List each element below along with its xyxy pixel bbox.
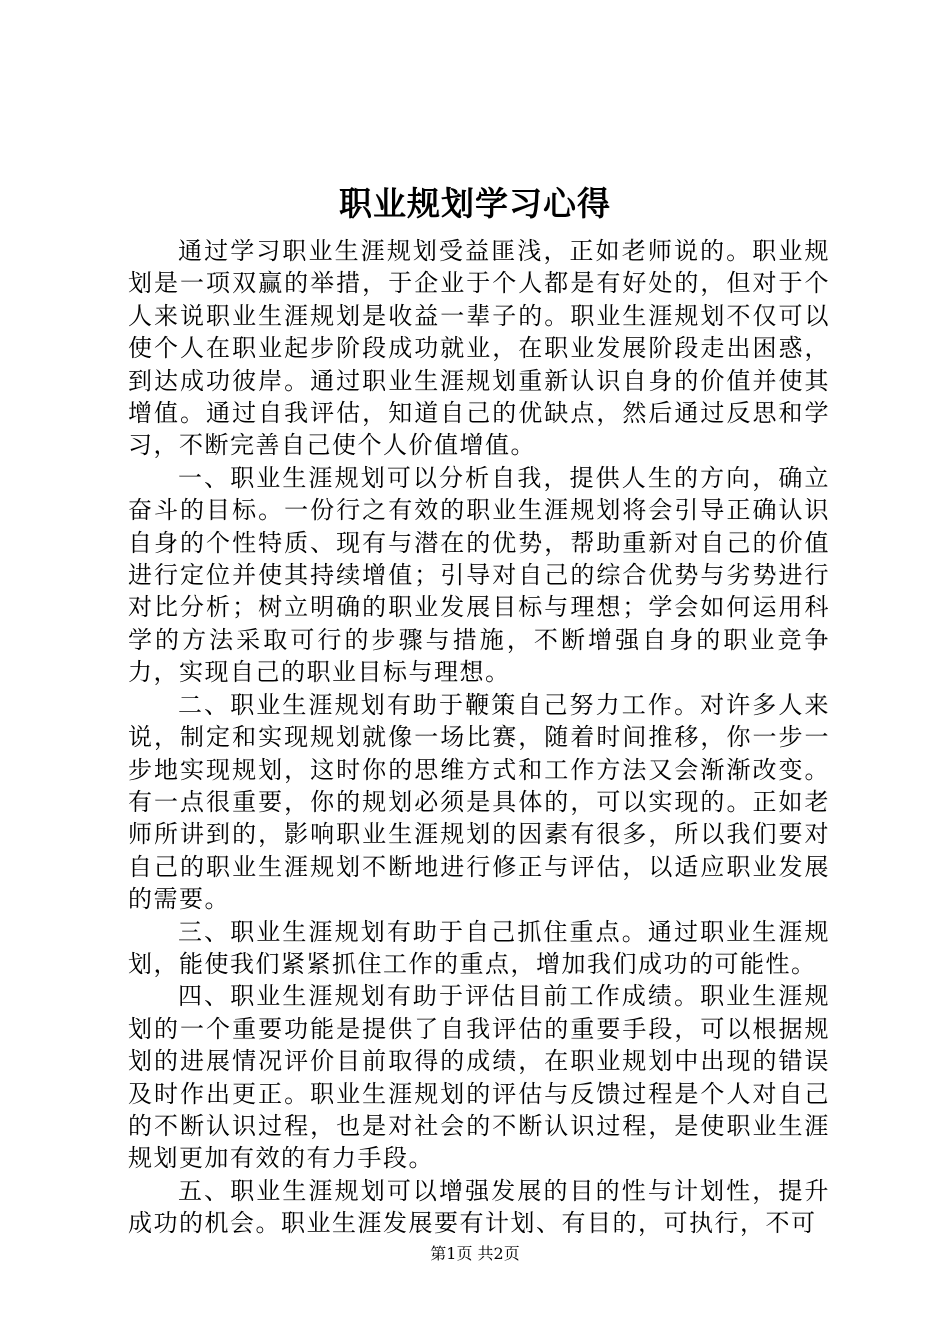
paragraph-point-3: 三、职业生涯规划有助于自己抓住重点。通过职业生涯规划，能使我们紧紧抓住工作的重点，增加我们成功的可能性。 bbox=[128, 917, 830, 978]
paragraph-point-5: 五、职业生涯规划可以增强发展的目的性与计划性，提升成功的机会。职业生涯发展要有计划、有目的，可执行，不可 bbox=[128, 1176, 830, 1238]
document-body bbox=[128, 235, 830, 1240]
page-number: 第1页 共2页 bbox=[430, 1244, 520, 1263]
paragraph-point-2: 二、职业生涯规划有助于鞭策自己努力工作。对许多人来说，制定和实现规划就像一场比赛，随着时间推移，你一步一步地实现规划，这时你的思维方式和工作方法又会渐渐改变。有一点很重要，你的规划必须是具体的，可以实现的。正如老师所讲到的，影响职业生涯规划的因素有很多，所以我们要对自己的职业生涯规划不断地进行修正与评估，以适应职业发展的需要。 bbox=[128, 690, 830, 914]
paragraph-point-1: 一、职业生涯规划可以分析自我，提供人生的方向，确立奋斗的目标。一份行之有效的职业生涯规划将会引导正确认识自身的个性特质、现有与潜在的优势，帮助重新对自己的价值进行定位并使其持续增值；引导对自己的综合优势与劣势进行对比分析；树立明确的职业发展目标与理想；学会如何运用科学的方法采取可行的步骤与措施，不断增强自身的职业竞争力，实现自己的职业目标与理想。 bbox=[128, 463, 830, 687]
paragraph-point-4: 四、职业生涯规划有助于评估目前工作成绩。职业生涯规划的一个重要功能是提供了自我评估的重要手段，可以根据规划的进展情况评价目前取得的成绩，在职业规划中出现的错误及时作出更正。职业生涯规划的评估与反馈过程是个人对自己的不断认识过程，也是对社会的不断认识过程，是使职业生涯规划更加有效的有力手段。 bbox=[128, 982, 830, 1173]
document-title: 职业规划学习心得 bbox=[339, 184, 611, 223]
paragraph-intro: 通过学习职业生涯规划受益匪浅，正如老师说的。职业规划是一项双赢的举措，于企业于个人都是有好处的，但对于个人来说职业生涯规划是收益一辈子的。职业生涯规划不仅可以使个人在职业起步阶段成功就业，在职业发展阶段走出困惑，到达成功彼岸。通过职业生涯规划重新认识自身的价值并使其增值。通过自我评估，知道自己的优缺点，然后通过反思和学习，不断完善自己使个人价值增值。 bbox=[128, 237, 830, 460]
